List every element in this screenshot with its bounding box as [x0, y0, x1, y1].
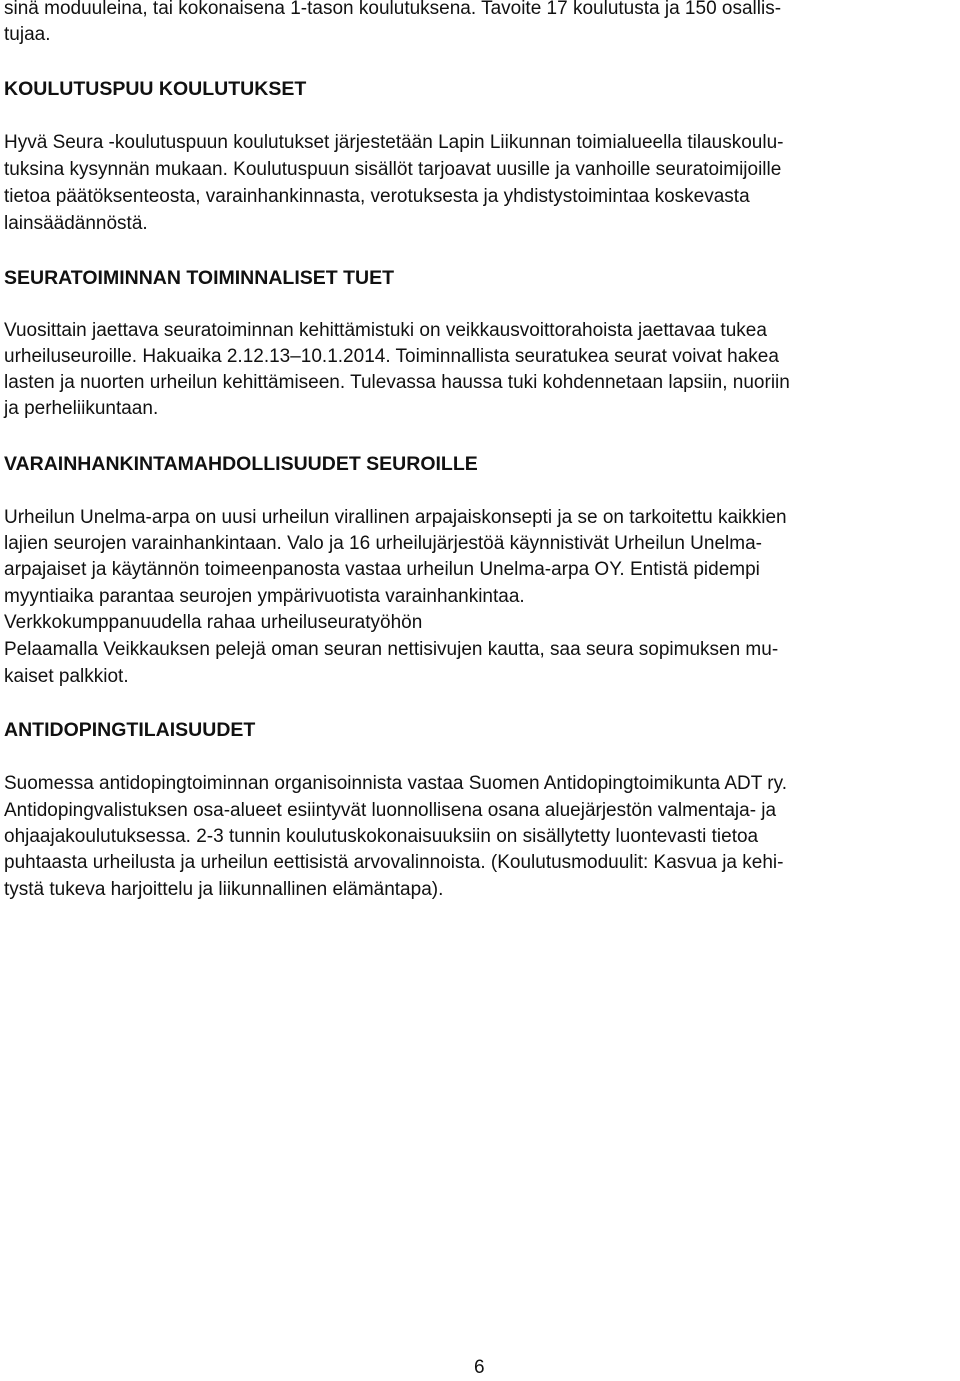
- heading-varainhankinta: VARAINHANKINTAMAHDOLLISUUDET SEUROILLE: [4, 453, 478, 475]
- varainhankinta-line-6: Pelaamalla Veikkauksen pelejä oman seuran nettisivujen kautta, saa seura sopimuksen mu-: [4, 639, 779, 660]
- heading-koulutuspuu: KOULUTUSPUU KOULUTUKSET: [4, 78, 307, 100]
- page-number: 6: [474, 1357, 485, 1378]
- varainhankinta-line-1: Urheilun Unelma-arpa on uusi urheilun virallinen arpajaiskonsepti ja se on tarkoitettu kaikkien: [4, 507, 787, 528]
- koulutuspuu-line-1: Hyvä Seura -koulutuspuun koulutukset järjestetään Lapin Liikunnan toimialueella tilauskoulu-: [4, 132, 784, 153]
- tuet-line-3: lasten ja nuorten urheilun kehittämiseen. Tulevassa haussa tuki kohdennetaan lapsiin, nuoriin: [4, 372, 790, 393]
- intro-line-1: sinä moduuleina, tai kokonaisena 1-tason koulutuksena. Tavoite 17 koulutusta ja 150 osallis-: [4, 0, 782, 19]
- koulutuspuu-line-3: tietoa päätöksenteosta, varainhankinnasta, verotuksesta ja yhdistystoimintaa koskevasta: [4, 186, 750, 207]
- antidoping-line-3: ohjaajakoulutuksessa. 2-3 tunnin koulutuskokonaisuuksiin on sisällytetty luontevasti tietoa: [4, 826, 759, 847]
- heading-antidoping: ANTIDOPINGTILAISUUDET: [4, 719, 256, 741]
- antidoping-line-2: Antidopingvalistuksen osa-alueet esiintyvät luonnollisena osana aluejärjestön valmentaja- ja: [4, 800, 777, 821]
- antidoping-line-5: tystä tukeva harjoittelu ja liikunnallinen elämäntapa).: [4, 879, 444, 900]
- koulutuspuu-line-2: tuksina kysynnän mukaan. Koulutuspuun sisällöt tarjoavat uusille ja vanhoille seuratoimijoille: [4, 159, 782, 180]
- antidoping-line-4: puhtaasta urheilusta ja urheilun eettisistä arvovalinnoista. (Koulutusmoduulit: Kasvua ja kehi-: [4, 852, 784, 873]
- varainhankinta-line-4: myyntiaika parantaa seurojen ympärivuotista varainhankintaa.: [4, 586, 525, 607]
- varainhankinta-line-3: arpajaiset ja käytännön toimeenpanosta vastaa urheilun Unelma-arpa OY. Entistä pidempi: [4, 559, 760, 580]
- antidoping-line-1: Suomessa antidopingtoiminnan organisoinnista vastaa Suomen Antidopingtoimikunta ADT ry.: [4, 773, 787, 794]
- tuet-line-4: ja perheliikuntaan.: [4, 398, 159, 419]
- varainhankinta-line-7: kaiset palkkiot.: [4, 666, 129, 687]
- koulutuspuu-line-4: lainsäädännöstä.: [4, 213, 148, 234]
- tuet-line-2: urheiluseuroille. Hakuaika 2.12.13–10.1.2014. Toiminnallista seuratukea seurat voivat hakea: [4, 346, 779, 367]
- varainhankinta-line-2: lajien seurojen varainhankintaan. Valo ja 16 urheilujärjestöä käynnistivät Urheilun Unelma-: [4, 533, 762, 554]
- intro-line-2: tujaa.: [4, 24, 51, 45]
- varainhankinta-line-5: Verkkokumppanuudella rahaa urheiluseuratyöhön: [4, 612, 423, 633]
- heading-tuet: SEURATOIMINNAN TOIMINNALISET TUET: [4, 267, 394, 289]
- tuet-line-1: Vuosittain jaettava seuratoiminnan kehittämistuki on veikkausvoittorahoista jaettavaa tukea: [4, 320, 767, 341]
